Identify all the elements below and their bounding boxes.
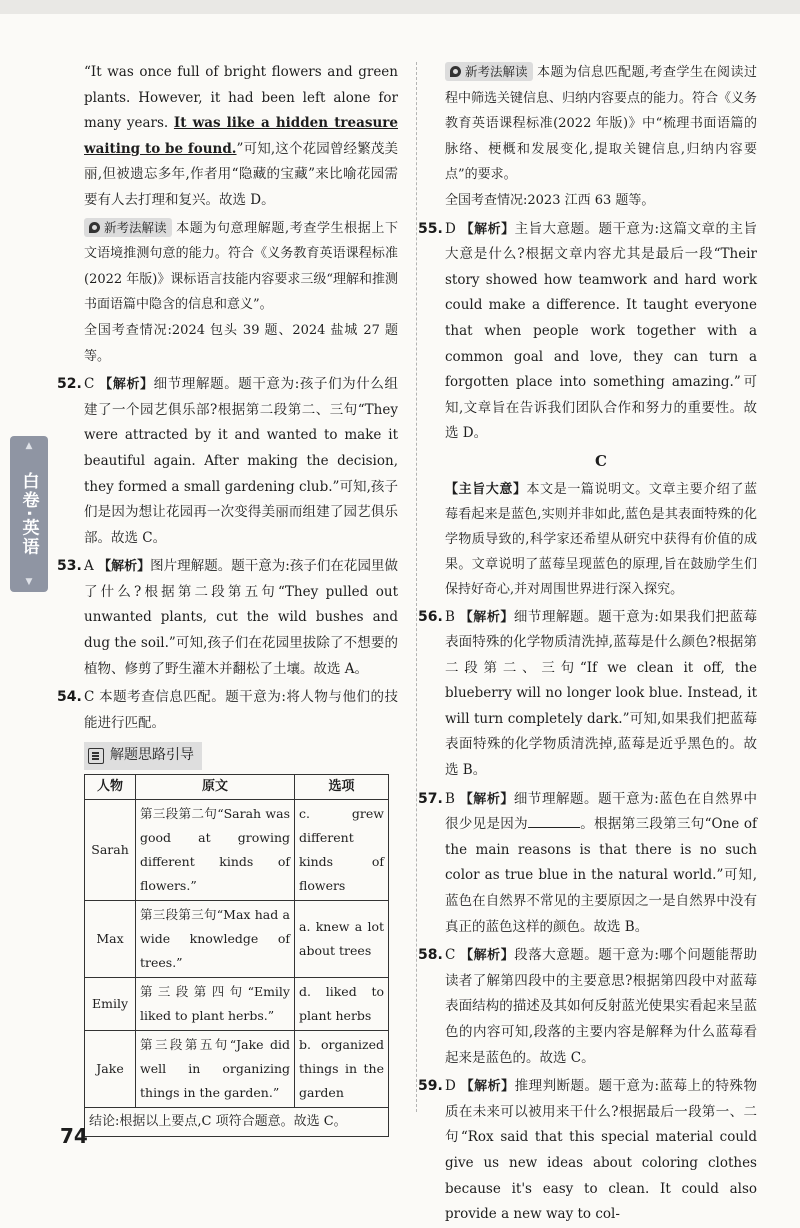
- answer-letter: C: [84, 689, 95, 706]
- answer-letter: B: [445, 608, 455, 625]
- analysis-tag: 【解析】: [460, 221, 515, 237]
- question-explanation: 段落大意题。题干意为:哪个问题能帮助读者了解第四段中的主要意思?根据第四段中对蓝莓表面结构的描述及其如何反射蓝光使果实看起来呈蓝色的内容可知,段落的主要内容是解释为什么蓝莓看起来是蓝色的。故选 C。: [445, 947, 757, 1066]
- table-cell-name: Emily: [85, 978, 136, 1031]
- matching-table: [84, 774, 389, 1137]
- quote-paragraph: [84, 60, 398, 214]
- question-number: 59.: [418, 1078, 443, 1095]
- quote-text: “It was once full of bright flowers and green plants. However, it had been left alone for many years.: [84, 64, 398, 132]
- side-tab: [10, 436, 48, 592]
- table-header: 选项: [295, 775, 389, 800]
- analysis-tag: 【解析】: [460, 1079, 515, 1095]
- question-number: 53.: [57, 558, 82, 575]
- main-idea-paragraph: [445, 477, 757, 602]
- exam-stats: 全国考查情况:2024 包头 39 题、2024 盐城 27 题等。: [84, 322, 398, 364]
- question-explanation: 主旨大意题。题干意为:这篇文章的主旨大意是什么?根据文章内容尤其是最后一段“Their story showed how teamwork and hard work could make a difference. It taught everyone that when people work together with a common goal and love, they can turn a forgotten place into something amazing.”可知,文章旨在告诉我们团队合作和努力的重要性。故选 D。: [445, 220, 757, 442]
- location-pin-icon: [450, 66, 461, 77]
- table-cell-option: b. organized things in the garden: [295, 1031, 389, 1108]
- table-header: 原文: [136, 775, 295, 800]
- section-heading: C: [595, 451, 607, 470]
- analysis-tag: 【解析】: [99, 377, 154, 393]
- answer-letter: A: [84, 558, 94, 575]
- question-58: [418, 943, 757, 1071]
- question-explanation: 图片理解题。题干意为:孩子们在花园里做了什么?根据第二段第五句“They pulled out unwanted plants, cut the wild bushes and dug the soil.”可知,孩子们在花园里拔除了不想要的植物、修剪了野生灌木并翻松了土壤。故选 A。: [84, 558, 398, 677]
- note-pad-icon: [88, 748, 104, 764]
- exam-stats: 全国考查情况:2023 江西 63 题等。: [445, 192, 655, 208]
- answer-letter: D: [445, 220, 456, 237]
- analysis-tag: 【解析】: [460, 948, 515, 964]
- answer-letter: C: [84, 376, 95, 393]
- question-number: 56.: [418, 608, 443, 625]
- answer-letter: C: [445, 947, 456, 964]
- quote-end: ”: [236, 140, 244, 157]
- exam-method-badge: 新考法解读: [445, 62, 533, 81]
- answer-blank: [528, 813, 580, 828]
- question-52: [57, 372, 398, 551]
- table-row: [85, 1031, 389, 1108]
- table-row: [85, 978, 389, 1031]
- question-number: 52.: [57, 376, 82, 393]
- guide-title-text: 解题思路引导: [110, 747, 194, 764]
- exam-method-note: [445, 60, 757, 188]
- table-header-row: [85, 775, 389, 800]
- column-divider: [416, 62, 417, 1112]
- question-explanation: 本题考查信息匹配。题干意为:将人物与他们的技能进行匹配。: [84, 689, 398, 731]
- side-tab-arrow-down-icon: ▼: [25, 577, 33, 587]
- location-pin-icon: [89, 222, 100, 233]
- question-57: [418, 787, 757, 941]
- table-cell-name: Sarah: [85, 800, 136, 901]
- right-column: [418, 60, 758, 1228]
- analysis-tag: 【解析】: [459, 791, 514, 807]
- exam-method-badge: 新考法解读: [84, 218, 172, 237]
- question-explanation-cont: 。根据第三段第三句“One of the main reasons is that there is no such color as true blue in the natural world.”可知,蓝色在自然界不常见的主要原因之一是自然界中没有真正的蓝色这样的颜色。故选 B。: [445, 816, 757, 935]
- question-explanation: 细节理解题。题干意为:孩子们为什么组建了一个园艺俱乐部?根据第二段第二、三句“They were attracted by it and wanted to make it beautiful again. After making the decision, they formed a small gardening club.”可知,孩子们是因为想让花园再一次变得美丽而组建了园艺俱乐部。故选 C。: [84, 376, 398, 546]
- question-55: [418, 217, 757, 447]
- table-row: [85, 901, 389, 978]
- analysis-tag: 【解析】: [98, 559, 151, 575]
- question-number: 58.: [418, 947, 443, 964]
- quote-bold-sentence: It was like a hidden treasure waiting to be found.: [84, 115, 398, 157]
- question-explanation: 细节理解题。题干意为:蓝色在自然界中很少见是因为: [445, 790, 757, 833]
- table-cell-original: 第三段第四句“Emily liked to plant herbs.”: [136, 978, 295, 1031]
- question-number: 54.: [57, 689, 82, 706]
- question-explanation: 细节理解题。题干意为:如果我们把蓝莓表面特殊的化学物质清洗掉,蓝莓是什么颜色?根据第二段第二、三句“If we clean it off, the blueberry will no longer look blue. Instead, it will turn completely dark.”可知,如果我们把蓝莓表面特殊的化学物质清洗掉,蓝莓是近乎黑色的。故选 B。: [445, 608, 757, 779]
- question-number: 55.: [418, 220, 443, 237]
- table-row: [85, 800, 389, 901]
- table-cell-original: 第三段第五句“Jake did well in organizing things in the garden.”: [136, 1031, 295, 1108]
- answer-letter: D: [445, 1078, 456, 1095]
- side-tab-arrow-up-icon: ▲: [25, 441, 33, 451]
- side-tab-label: 白卷·英语: [18, 471, 39, 557]
- question-56: [418, 605, 757, 784]
- question-59: [418, 1074, 757, 1228]
- analysis-text: 可知,这个花园曾经繁茂美丽,但被遗忘多年,作者用“隐藏的宝藏”来比喻花园需要有人去打理和复兴。故选 D。: [84, 140, 398, 208]
- table-cell-option: c. grew different kinds of flowers: [295, 800, 389, 901]
- analysis-tag: 【解析】: [459, 609, 514, 625]
- table-conclusion: 结论:根据以上要点,C 项符合题意。故选 C。: [85, 1108, 389, 1137]
- guide-title: [84, 742, 202, 770]
- table-cell-name: Max: [85, 901, 136, 978]
- exam-method-note: [84, 216, 398, 318]
- question-53: [57, 554, 398, 682]
- exam-method-text: 本题为信息匹配题,考查学生在阅读过程中筛选关键信息、归纳内容要点的能力。符合《义务教育英语课程标准(2022 年版)》中“梳理书面语篇的脉络、梗概和发展变化,提取关键信息,归纳内容要点”的要求。: [445, 65, 758, 183]
- table-cell-option: a. knew a lot about trees: [295, 901, 389, 978]
- table-header: 人物: [85, 775, 136, 800]
- answer-letter: B: [445, 790, 455, 807]
- main-idea-label: 【主旨大意】: [445, 481, 527, 497]
- table-cell-original: 第三段第二句“Sarah was good at growing different kinds of flowers.”: [136, 800, 295, 901]
- table-cell-option: d. liked to plant herbs: [295, 978, 389, 1031]
- top-edge-strip: [0, 0, 800, 14]
- table-conclusion-row: [85, 1108, 389, 1137]
- question-number: 57.: [418, 790, 443, 807]
- table-cell-name: Jake: [85, 1031, 136, 1108]
- exam-method-text: 本题为句意理解题,考查学生根据上下文语境推测句意的能力。符合《义务教育英语课程标准(2022 年版)》课标语言技能内容要求三级“理解和推测书面语篇中隐含的信息和意义”。: [84, 220, 399, 313]
- question-54: [57, 685, 398, 736]
- main-idea-text: 本文是一篇说明文。文章主要介绍了蓝莓看起来是蓝色,实则并非如此,蓝色是其表面特殊的化学物质导致的,科学家还希望从研究中获得有价值的成果。文章说明了蓝莓呈现蓝色的原理,旨在鼓励学生们保持好奇心,并对周围世界进行深入探究。: [445, 481, 757, 597]
- table-cell-original: 第三段第三句“Max had a wide knowledge of trees.”: [136, 901, 295, 978]
- page-number: 74: [60, 1124, 88, 1148]
- question-explanation: 推理判断题。题干意为:蓝莓上的特殊物质在未来可以被用来干什么?根据最后一段第一、二句“Rox said that this special material could give us new ideas about coloring clothes because it's easy to clean. It could also provide a new way to col-: [445, 1078, 757, 1223]
